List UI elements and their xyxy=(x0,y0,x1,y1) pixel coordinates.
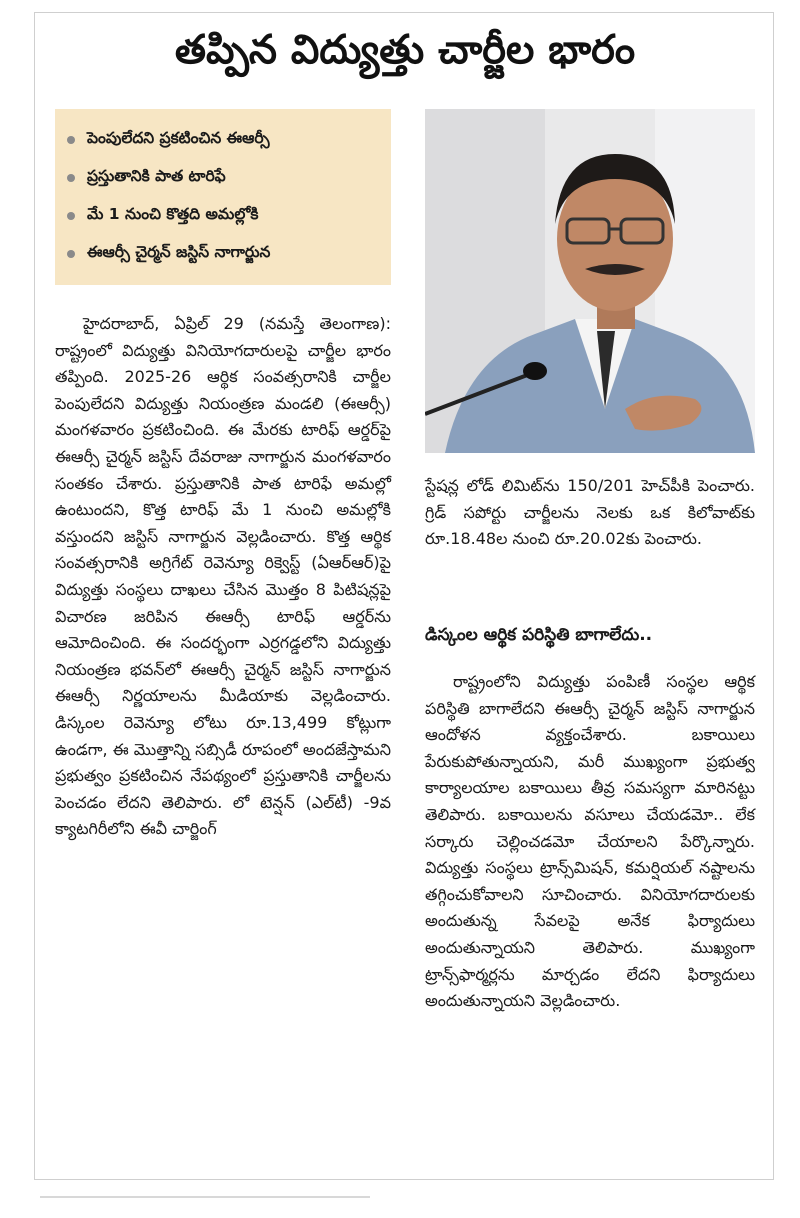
news-clipping xyxy=(34,12,774,1180)
highlight-item xyxy=(67,159,383,197)
highlight-text: మే 1 నుంచి కొత్తది అమల్లోకి xyxy=(87,205,259,223)
body-text: స్టేషన్ల లోడ్ లిమిట్‌ను 150/201 హెచ్‌పీకి పెంచారు. గ్రిడ్ సపోర్టు చార్జీలను నెలకు ఒక కిలోవాట్‌కు రూ.18.48ల నుంచి రూ.20.02కు పెంచారు. xyxy=(425,476,755,549)
body-text: హైదరాబాద్, ఏప్రిల్ 29 (నమస్తే తెలంగాణ): రాష్ట్రంలో విద్యుత్తు వినియోగదారులపై చార్జీల భారం తప్పింది. 2025-26 ఆర్థిక సంవత్సరానికి చార్జీల పెంపులేదని విద్యుత్తు నియంత్రణ మండలి (ఈఆర్సీ) మంగళవారం ప్రకటించింది. ఈ మేరకు టారిఫ్ ఆర్డర్‌పై ఈఆర్సీ చైర్మన్ జస్టిస్ దేవరాజు నాగార్జున మంగళవారం సంతకం చేశారు. ప్రస్తుతానికి పాత టారిఫే అమల్లో ఉంటుందని, కొత్త టారిఫ్ మే 1 నుంచి అమల్లోకి వస్తుందని జస్టిస్ నాగార్జున వెల్లడించారు. కొత్త ఆర్థిక సంవత్సరానికి అగ్రిగేట్ రెవెన్యూ రిక్వెస్ట్ (ఏఆర్ఆర్)పై విద్యుత్తు సంస్థలు దాఖలు చేసిన మొత్తం 8 పిటిషన్లపై విచారణ జరిపిన ఈఆర్సీ టారిఫ్ ఆర్డర్‌ను ఆమోదించింది. ఈ సందర్భంగా ఎర్రగడ్డలోని విద్యుత్తు నియంత్రణ భవన్‌లో ఈఆర్సీ చైర్మన్ జస్టిస్ నాగార్జున ఈఆర్సీ నిర్ణయాలను మీడియాకు వెల్లడించారు. డిస్కంల రెవెన్యూ లోటు రూ.13,499 కోట్లుగా ఉండగా, ఈ మొత్తాన్ని సబ్సిడీ రూపంలో అందజేస్తామని ప్రభుత్వం ప్రకటించిన నేపథ్యంలో ప్రస్తుతానికి చార్జీలను పెంచడం లేదని తెలిపారు. లో టెన్షన్ (ఎల్‌టీ) -9వ క్యాటగిరీలోని ఈవీ చార్జింగ్ xyxy=(55,314,391,839)
article-column-right-bottom xyxy=(425,669,755,1015)
person-illustration xyxy=(425,109,755,453)
highlight-text: ప్రస్తుతానికి పాత టారిఫే xyxy=(87,167,226,185)
highlight-item xyxy=(67,235,383,273)
bullet-icon xyxy=(67,174,75,182)
headline: తప్పిన విద్యుత్తు చార్జీల భారం xyxy=(174,27,636,73)
bullet-icon xyxy=(67,250,75,258)
divider xyxy=(40,1196,370,1198)
subheading: డిస్కంల ఆర్థిక పరిస్థితి బాగాలేదు.. xyxy=(425,625,653,645)
highlight-text: పెంపులేదని ప్రకటించిన ఈఆర్సీ xyxy=(87,129,270,147)
bullet-icon xyxy=(67,212,75,220)
article-column-right-top xyxy=(425,473,755,553)
highlights-box xyxy=(55,109,391,285)
speaker-photo xyxy=(425,109,755,453)
bullet-icon xyxy=(67,136,75,144)
highlight-item xyxy=(67,197,383,235)
body-text: రాష్ట్రంలోని విద్యుత్తు పంపిణీ సంస్థల ఆర్థిక పరిస్థితి బాగాలేదని ఈఆర్సీ చైర్మన్ జస్టిస్ నాగార్జున ఆందోళన వ్యక్తంచేశారు. బకాయిలు పేరుకుపోతున్నాయని, మరీ ముఖ్యంగా ప్రభుత్వ కార్యాలయాల బకాయిలు తీవ్ర సమస్యగా మారినట్టు తెలిపారు. బకాయిలను వసూలు చేయడమో.. లేక సర్కారు చెల్లించడమో చేయాలని పేర్కొన్నారు. విద్యుత్తు సంస్థలు ట్రాన్స్‌మిషన్, కమర్షియల్ నష్టాలను తగ్గించుకోవాలని సూచించారు. వినియోగదారులకు అందుతున్న సేవలపై అనేక ఫిర్యాదులు అందుతున్నాయని తెలిపారు. ముఖ్యంగా ట్రాన్స్‌ఫార్మర్లను మార్చడం లేదని ఫిర్యాదులు అందుతున్నాయని వెల్లడించారు. xyxy=(425,672,755,1011)
highlight-item xyxy=(67,121,383,159)
article-column-left xyxy=(55,311,391,843)
highlight-text: ఈఆర్సీ చైర్మన్ జస్టిస్ నాగార్జున xyxy=(87,243,271,261)
